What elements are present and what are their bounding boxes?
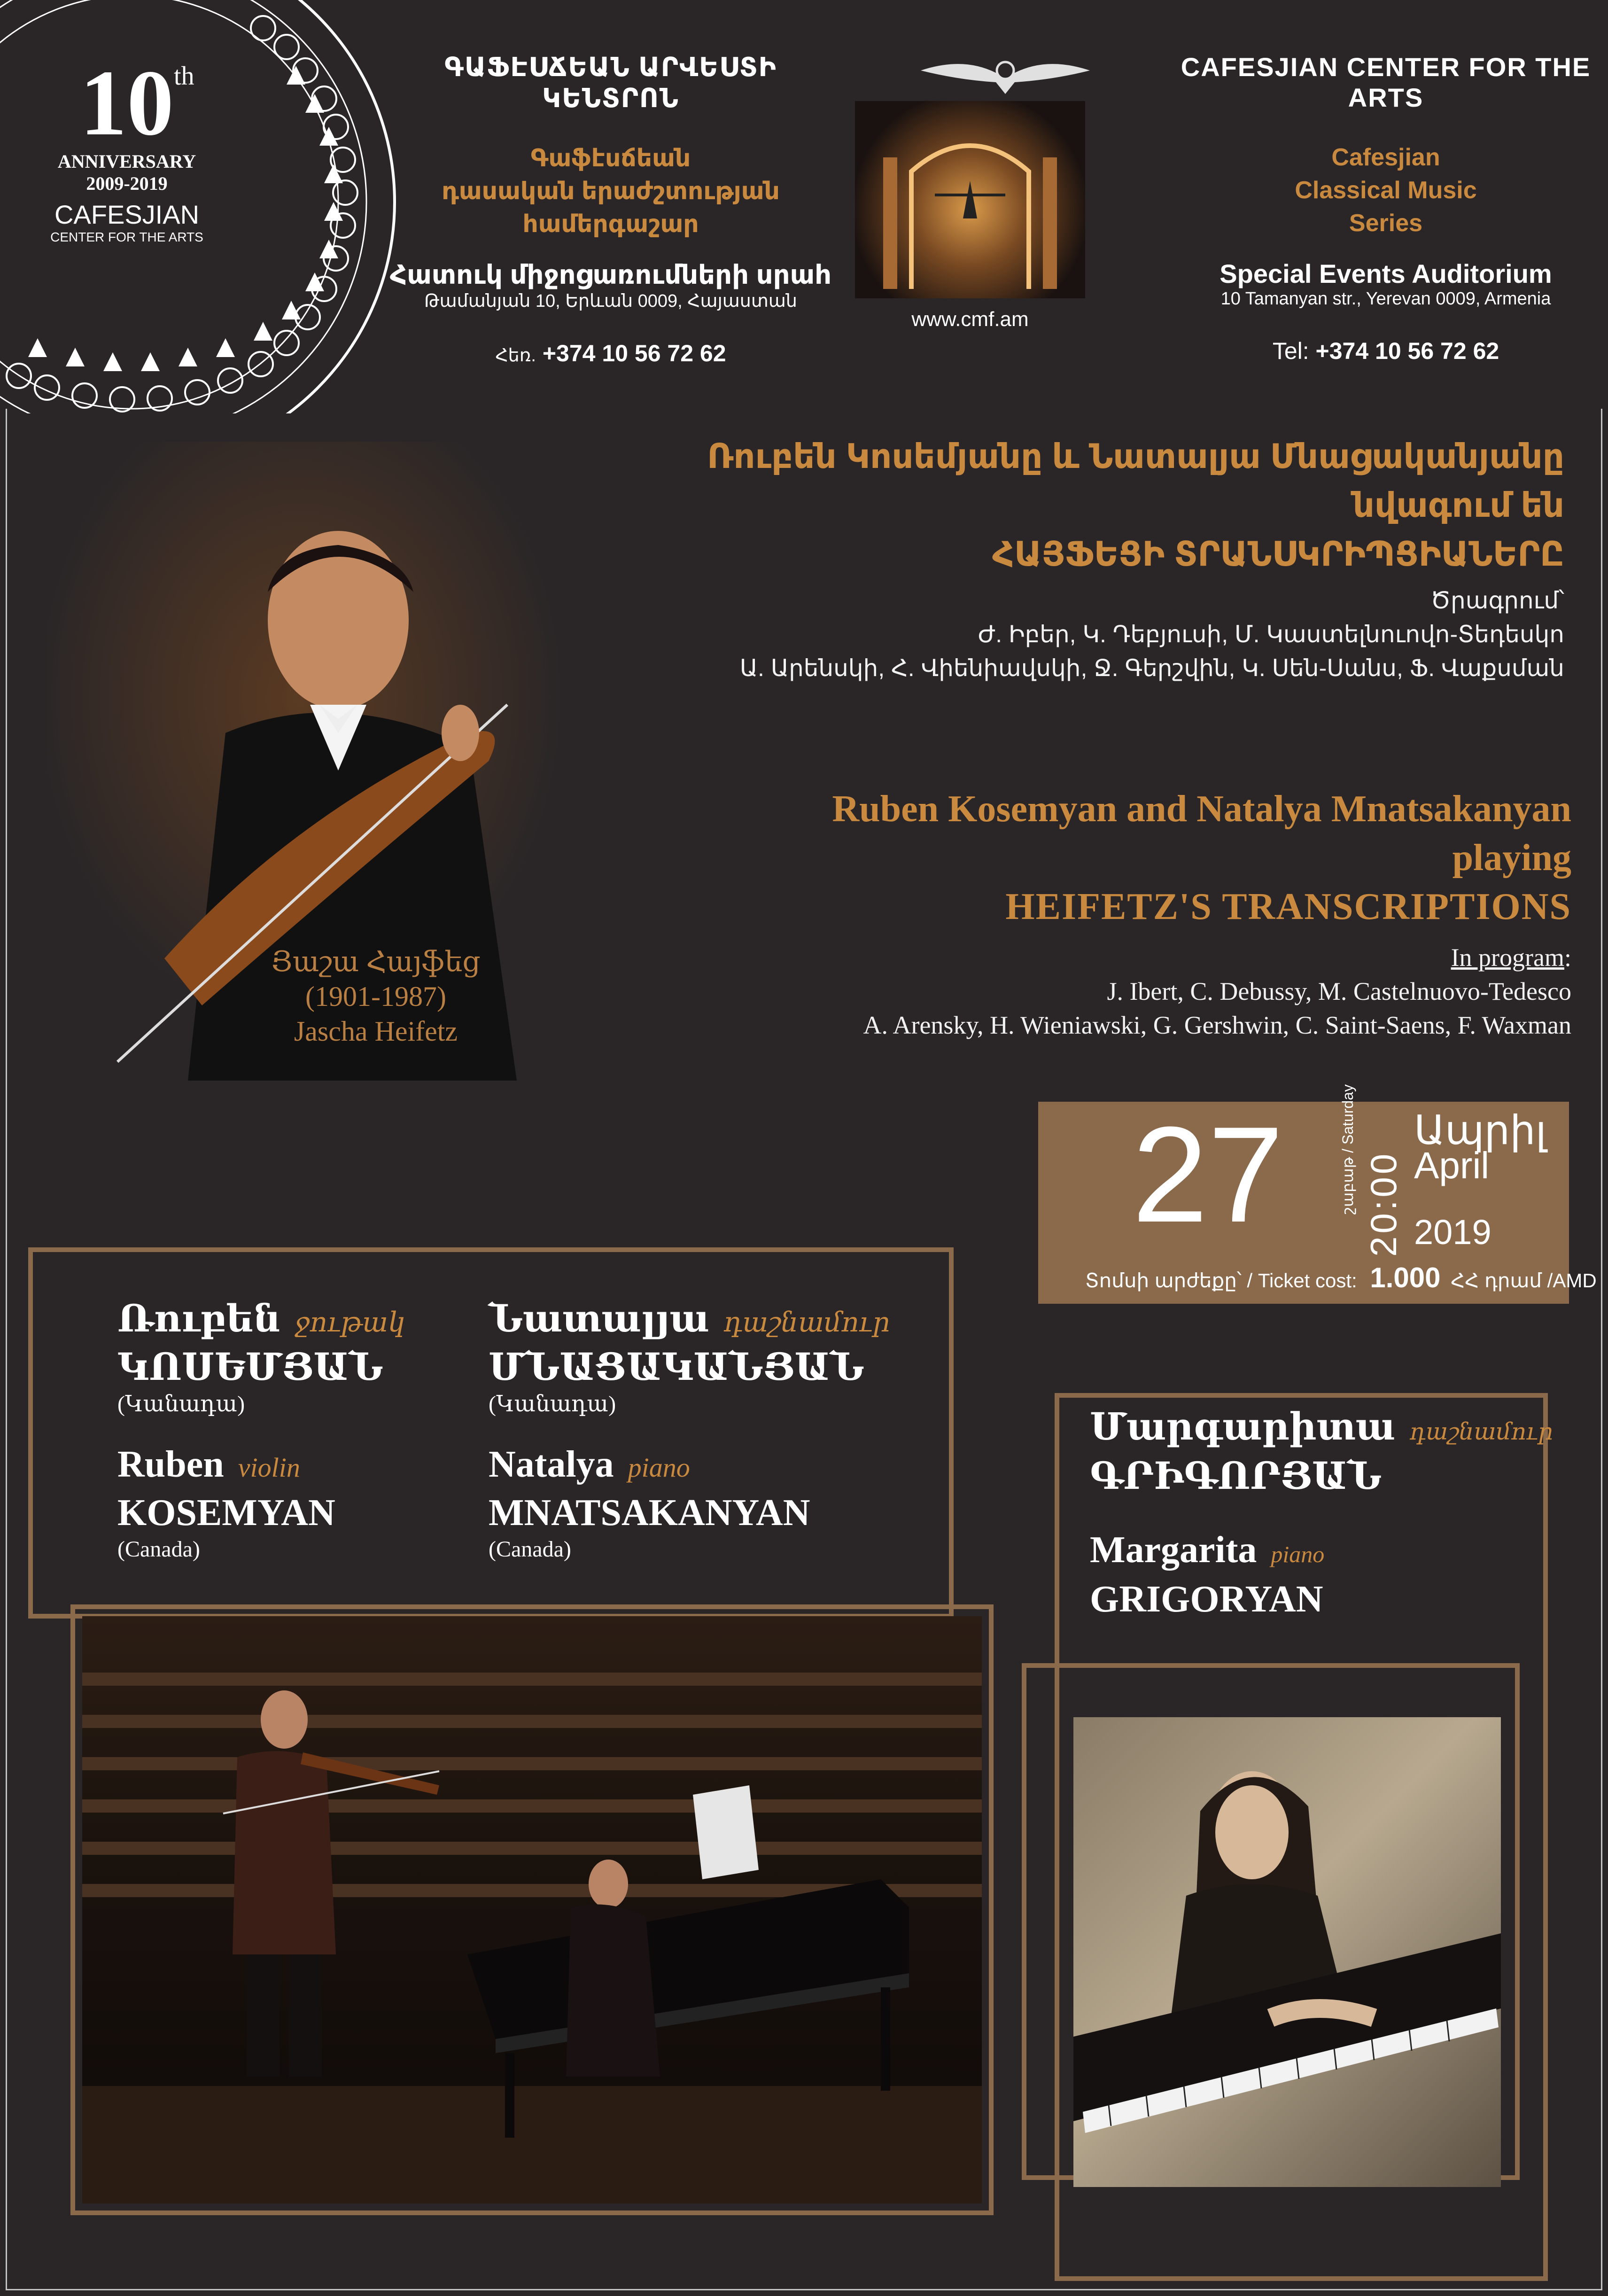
venue-en: Special Events Auditorium xyxy=(1220,259,1552,288)
series-en-1: Cafesjian xyxy=(1331,144,1440,171)
series-hy-3: համերգաշար xyxy=(522,210,699,238)
anniversary-years: 2009-2019 xyxy=(86,173,168,194)
event-month-hy: Ապրիլ xyxy=(1414,1108,1547,1153)
natalya-first-hy: Նատալյա xyxy=(489,1299,709,1340)
header-armenian xyxy=(376,52,846,367)
margarita-photo xyxy=(1073,1717,1501,2187)
tel-label-en: Tel: xyxy=(1272,338,1309,364)
ticket-label: Տոմսի արժեքը՝ / Ticket cost: xyxy=(1085,1269,1357,1292)
performer-ruben xyxy=(117,1297,493,1564)
program-en-title-3: HEIFETZ'S TRANSCRIPTIONS xyxy=(1005,886,1571,927)
heifetz-caption xyxy=(244,944,507,1049)
program-hy-title-1: Ռուբեն Կոսեմյանը և Նատալյա Մնացականյանը xyxy=(707,438,1564,475)
program-hy-composers-1: Ժ. Իբեր, Կ. Դեբյուսի, Մ. Կաստելնուովո-Տեդեսկո xyxy=(978,621,1564,647)
program-hy-title-3: ՀԱՅՖԵՑԻ ՏՐԱՆՍԿՐԻՊՑԻԱՆԵՐԸ xyxy=(992,536,1564,573)
event-time: 20:00 xyxy=(1363,1151,1404,1257)
ticket-info xyxy=(1085,1261,1597,1294)
header-english xyxy=(1151,52,1608,365)
anniversary-badge xyxy=(42,51,211,245)
margarita-instr-hy: դաշնամուր xyxy=(1409,1418,1553,1445)
anniversary-label: ANNIVERSARY xyxy=(57,151,196,172)
program-hy-composers-2: Ա. Արենսկի, Հ. Վիենիավսկի, Ջ. Գերշվին, Կ. Սեն-Սանս, Ֆ. Վաքսման xyxy=(739,655,1564,681)
margarita-instr-en: piano xyxy=(1271,1541,1325,1567)
event-year: 2019 xyxy=(1414,1213,1491,1252)
event-month-en: April xyxy=(1414,1144,1490,1186)
series-en-3: Series xyxy=(1349,210,1423,237)
program-english xyxy=(540,785,1571,1042)
venue-hy: Հատուկ միջոցառումների սրահ xyxy=(389,260,832,289)
program-en-title-1: Ruben Kosemyan and Natalya Mnatsakanyan xyxy=(832,788,1571,830)
program-en-label: In program xyxy=(1451,943,1564,972)
address-hy: Թամանյան 10, Երևան 0009, Հայաստան xyxy=(424,291,797,311)
ruben-instr-hy: ջութակ xyxy=(295,1307,405,1338)
anniversary-number: 10 xyxy=(80,51,174,155)
program-armenian xyxy=(540,432,1564,685)
natalya-instr-en: piano xyxy=(628,1452,690,1483)
ruben-first-hy: Ռուբեն xyxy=(117,1299,281,1340)
heifetz-years: (1901-1987) xyxy=(305,981,446,1012)
ruben-country-hy: (Կանադա) xyxy=(117,1392,245,1417)
website[interactable]: www.cmf.am xyxy=(911,308,1029,331)
tel-label-hy: Հեռ. xyxy=(495,346,536,366)
ruben-first-en: Ruben xyxy=(117,1444,224,1485)
ruben-country-en: (Canada) xyxy=(117,1537,200,1562)
series-hy-2: դասական երաժշտության xyxy=(442,178,780,205)
anniversary-org: CAFESJIAN xyxy=(54,200,200,229)
program-hy-label: Ծրագրում՝ xyxy=(1430,587,1564,614)
natalya-first-en: Natalya xyxy=(489,1444,614,1485)
address-en: 10 Tamanyan str., Yerevan 0009, Armenia xyxy=(1220,289,1551,309)
event-weekday: շաբաթ / Saturday xyxy=(1339,1084,1356,1214)
duo-performance-photo xyxy=(82,1616,982,2203)
program-en-title-2: playing xyxy=(1452,837,1571,879)
winged-emblem-icon xyxy=(916,47,1095,103)
anniversary-org-sub: CENTER FOR THE ARTS xyxy=(50,230,203,244)
margarita-first-hy: Մարգարիտա xyxy=(1090,1407,1396,1448)
ruben-last-en: KOSEMYAN xyxy=(117,1492,335,1533)
program-hy-title-2: նվագում են xyxy=(1352,487,1564,524)
natalya-country-en: (Canada) xyxy=(489,1537,571,1562)
margarita-last-hy: ԳՐԻԳՈՐՅԱՆ xyxy=(1090,1456,1382,1497)
performer-margarita xyxy=(1090,1405,1553,1622)
heifetz-name-hy: Յաշա Հայֆեց xyxy=(271,946,481,977)
program-en-colon: : xyxy=(1564,943,1571,972)
ruben-instr-en: violin xyxy=(238,1452,300,1483)
header xyxy=(0,0,1608,409)
cafesjian-auditorium-photo xyxy=(855,101,1085,298)
performer-natalya xyxy=(489,1297,958,1564)
event-day: 27 xyxy=(1132,1098,1284,1251)
natalya-last-hy: ՄՆԱՑԱԿԱՆՅԱՆ xyxy=(489,1347,864,1388)
margarita-last-en: GRIGORYAN xyxy=(1090,1579,1323,1620)
ticket-currency: ՀՀ դրամ /AMD xyxy=(1451,1269,1597,1292)
center-name-en: CAFESJIAN CENTER FOR THE ARTS xyxy=(1181,52,1591,112)
natalya-country-hy: (Կանադա) xyxy=(489,1392,616,1417)
series-hy-1: Գաֆէսճեան xyxy=(530,145,691,172)
tel-hy: +374 10 56 72 62 xyxy=(542,340,726,366)
event-date-box xyxy=(1038,1084,1597,1304)
natalya-instr-hy: դաշնամուր xyxy=(723,1307,890,1338)
ruben-last-hy: ԿՈՍԵՄՅԱՆ xyxy=(117,1347,383,1388)
center-name-hy: ԳԱՖԷՍՃԵԱՆ ԱՐՎԵՍՏԻ ԿԵՆՏՐՈՆ xyxy=(444,52,777,113)
program-en-composers-2: A. Arensky, H. Wieniawski, G. Gershwin, C. Saint-Saens, F. Waxman xyxy=(863,1011,1571,1039)
tel-en: +374 10 56 72 62 xyxy=(1315,338,1499,364)
program-en-composers-1: J. Ibert, C. Debussy, M. Castelnuovo-Tedesco xyxy=(1107,977,1571,1005)
natalya-last-en: MNATSAKANYAN xyxy=(489,1492,810,1533)
ticket-price: 1.000 xyxy=(1370,1262,1441,1293)
anniversary-suffix: th xyxy=(174,62,194,91)
series-en-2: Classical Music xyxy=(1295,177,1477,204)
margarita-first-en: Margarita xyxy=(1090,1529,1257,1571)
heifetz-name-en: Jascha Heifetz xyxy=(294,1016,458,1047)
